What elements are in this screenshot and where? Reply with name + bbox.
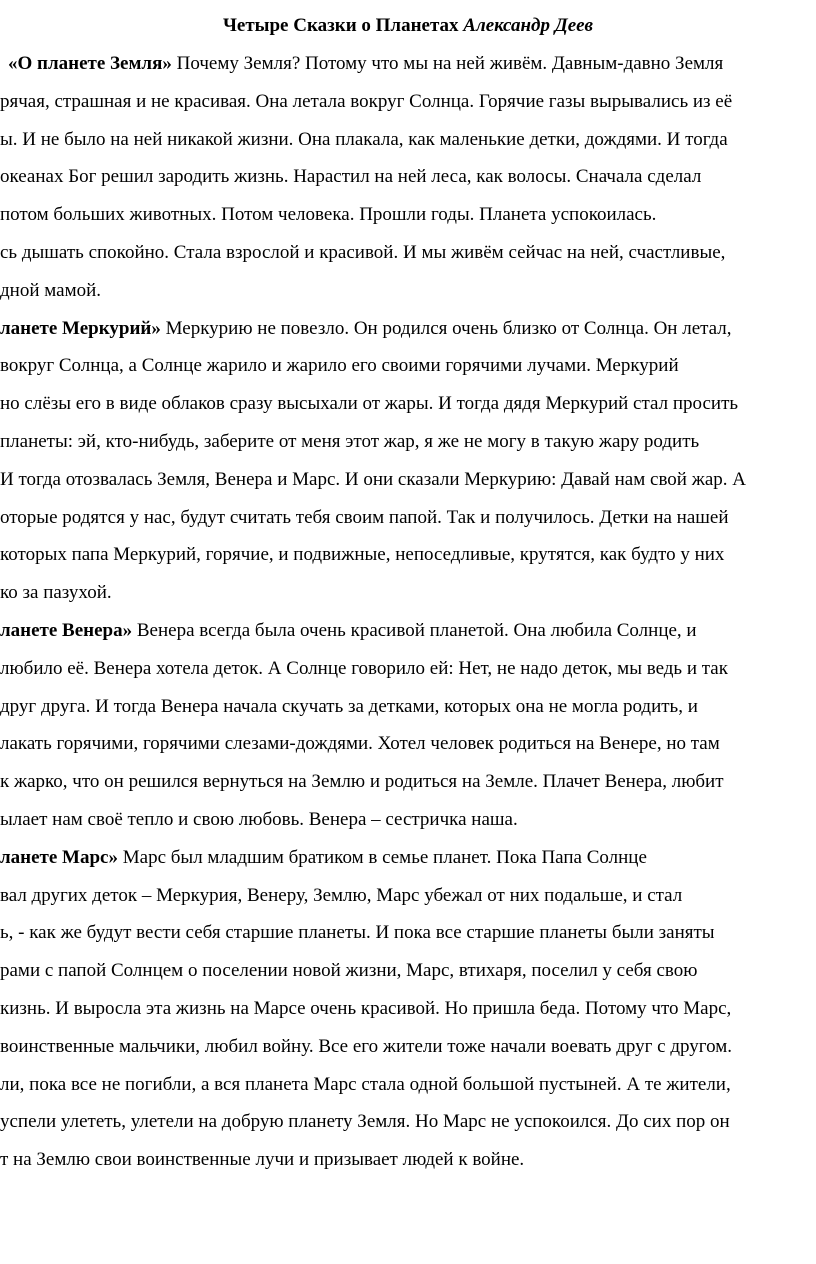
- body-line: [0, 995, 731, 1023]
- body-line: [0, 693, 698, 721]
- body-text: ылает нам своё тепло и свою любовь. Венера – сестричка наша.: [0, 809, 518, 830]
- body-line: [0, 844, 647, 872]
- body-text: сь дышать спокойно. Стала взрослой и красивой. И мы живём сейчас на ней, счастливые,: [0, 242, 726, 263]
- body-line: [0, 957, 697, 985]
- body-text: вокруг Солнца, а Солнце жарило и жарило его своими горячими лучами. Меркурий: [0, 355, 679, 377]
- body-text: Марс был младшим братиком в семье планет. Пока Папа Солнце: [118, 846, 647, 868]
- body-text: которых папа Меркурий, горячие, и подвижные, непоседливые, крутятся, как будто у них: [0, 544, 725, 566]
- body-text: планеты: эй, кто-нибудь, заберите от меня этот жар, я же не могу в такую жару родить: [0, 431, 700, 452]
- body-text: дной мамой.: [0, 279, 102, 301]
- body-line: [0, 88, 732, 116]
- body-text: Венера всегда была очень красивой планетой. Она любила Солнце, и: [132, 620, 697, 641]
- section-heading: «О планете Земля»: [8, 53, 172, 74]
- body-text: кизнь. И выросла эта жизнь на Марсе очень красивой. Но пришла беда. Потому что Марс,: [0, 998, 732, 1019]
- body-text: ли, пока все не погибли, а вся планета Марс стала одной большой пустыней. А те жители,: [0, 1073, 731, 1095]
- body-text: т на Землю свои воинственные лучи и призывает людей к войне.: [0, 1149, 525, 1171]
- body-line: [0, 428, 699, 456]
- body-text: но слёзы его в виде облаков сразу высыхали от жары. И тогда дядя Меркурий стал просить: [0, 393, 739, 415]
- body-text: лакать горячими, горячими слезами-дождями. Хотел человек родиться на Венере, но там: [0, 733, 720, 755]
- body-line: [0, 466, 746, 494]
- body-line: [0, 390, 738, 418]
- body-line: [0, 919, 715, 947]
- body-text: друг друга. И тогда Венера начала скучать за детками, которых она не могла родить, и: [0, 695, 698, 717]
- body-line: [0, 1071, 731, 1099]
- body-text: успели улететь, улетели на добрую планету Земля. Но Марс не успокоился. До сих пор он: [0, 1111, 730, 1133]
- body-text: потом больших животных. Потом человека. Прошли годы. Планета успокоилась.: [0, 204, 657, 226]
- body-text: ко за пазухой.: [0, 582, 112, 604]
- body-line: [8, 50, 723, 78]
- body-line: [0, 882, 682, 910]
- body-text: воинственные мальчики, любил войну. Все его жители тоже начали воевать друг с другом.: [0, 1035, 732, 1057]
- body-text: Меркурию не повезло. Он родился очень близко от Солнца. Он летал,: [160, 317, 732, 339]
- body-text: оторые родятся у нас, будут считать тебя своим папой. Так и получилось. Детки на нашей: [0, 506, 729, 528]
- body-text: Почему Земля? Потому что мы на ней живём. Давным-давно Земля: [171, 53, 724, 74]
- body-text: ь, - как же будут вести себя старшие планеты. И пока все старшие планеты были заняты: [0, 922, 715, 944]
- document-title-line: [0, 12, 816, 40]
- body-line: [0, 579, 112, 607]
- body-line: [0, 315, 732, 343]
- body-line: [0, 617, 697, 645]
- document-author: Александр Деев: [463, 15, 594, 36]
- body-line: [0, 504, 729, 532]
- body-text: ы. И не было на ней никакой жизни. Она плакала, как маленькие детки, дождями. И тогда: [0, 128, 728, 150]
- body-text: рячая, страшная и не красивая. Она летала вокруг Солнца. Горячие газы вырывались из её: [0, 90, 733, 112]
- body-text: к жарко, что он решился вернуться на Землю и родиться на Земле. Плачет Венера, любит: [0, 771, 724, 793]
- body-text: океанах Бог решил зародить жизнь. Нарастил на ней леса, как волосы. Сначала сделал: [0, 166, 702, 188]
- body-line: [0, 239, 725, 267]
- body-line: [0, 352, 679, 380]
- body-line: [0, 730, 720, 758]
- body-line: [0, 277, 101, 305]
- section-heading: ланете Венера»: [0, 620, 133, 641]
- body-line: [0, 126, 728, 154]
- body-line: [0, 163, 701, 191]
- document-title: Четыре Сказки о Планетах: [222, 15, 459, 36]
- body-text: вал других деток – Меркурия, Венеру, Землю, Марс убежал от них подальше, и стал: [0, 884, 683, 906]
- body-line: [0, 1108, 730, 1136]
- body-line: [0, 1033, 732, 1061]
- body-text: любило её. Венера хотела деток. А Солнце говорило ей: Нет, не надо деток, мы ведь и так: [0, 657, 728, 679]
- body-text: И тогда отозвалась Земля, Венера и Марс. И они сказали Меркурию: Давай нам свой жар. А: [0, 468, 746, 490]
- body-text: рами с папой Солнцем о поселении новой жизни, Марс, втихаря, поселил у себя свою: [0, 960, 698, 982]
- body-line: [0, 541, 724, 569]
- section-heading: ланете Меркурий»: [0, 317, 161, 339]
- section-heading: ланете Марс»: [0, 846, 118, 868]
- body-line: [0, 1146, 524, 1174]
- body-line: [0, 201, 656, 229]
- body-line: [0, 806, 518, 834]
- body-line: [0, 655, 728, 683]
- body-line: [0, 768, 724, 796]
